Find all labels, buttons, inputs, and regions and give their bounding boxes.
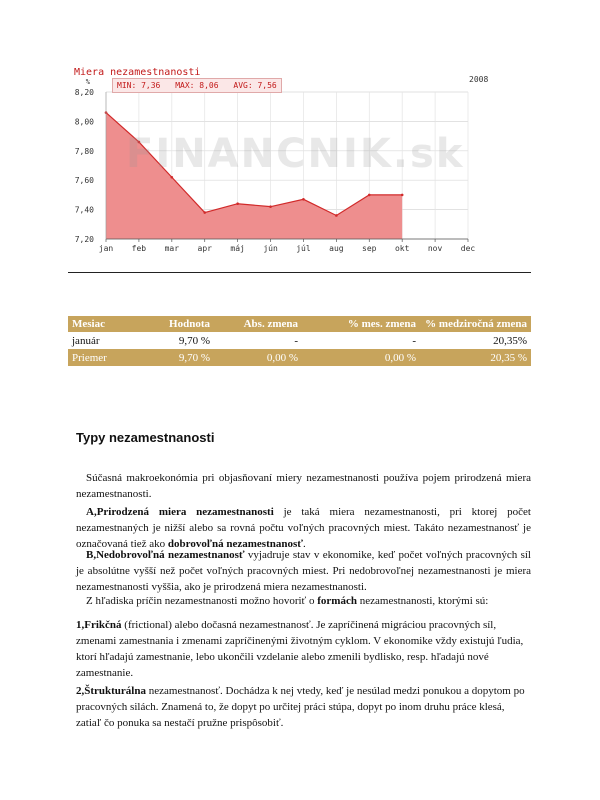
y-axis-unit: % [85, 78, 90, 86]
divider-line [68, 272, 531, 273]
cell-monthly-change: - [412, 334, 416, 347]
data-point [236, 202, 239, 205]
intro-paragraph [76, 470, 531, 502]
x-tick-label: jún [263, 244, 278, 253]
y-tick-label: 8,00 [74, 117, 94, 127]
intro-text: Súčasná makroekonómia pri objasňovaní miery nezamestnanosti používa pojem prirodzená miera nezamestnanosti. [76, 472, 531, 500]
x-tick-label: nov [427, 244, 443, 253]
data-point [401, 194, 404, 197]
paragraph-involuntary [76, 547, 531, 595]
chart-stat-max: MAX: 8,06 [175, 81, 219, 90]
voluntary-term: dobrovoľná nezamestnanosť [167, 538, 303, 550]
frictional-term: 1,Frikčná [76, 619, 122, 631]
unemployment-chart [68, 64, 488, 264]
x-tick-label: máj [230, 244, 245, 253]
col-header-value: Hodnota [146, 316, 214, 332]
avg-abs-change: 0,00 % [214, 349, 302, 366]
x-tick-label: sep [362, 244, 377, 253]
y-tick-label: 8,20 [74, 88, 94, 97]
paragraph-forms [76, 593, 531, 609]
x-tick-label: júl [296, 244, 311, 253]
y-tick-label: 7,80 [74, 146, 94, 156]
col-header-month: Mesiac [68, 316, 146, 332]
involuntary-text: vyjadruje stav v ekonomike, keď počet voľných pracovných síl je absolútne vyšší než počet voľných pracovných miest. Pri nedobrovoľnej nezamestnanosti je miera nezamestnanosti vyššia, ako je prirodzená miera nezamestnanosti. [76, 549, 531, 593]
data-point [335, 214, 338, 217]
cell-value: 9,70 % [178, 334, 210, 347]
y-tick-label: 7,60 [74, 176, 94, 186]
forms-post: nezamestnanosti, ktorými sú: [356, 595, 489, 607]
table-row [68, 332, 531, 349]
x-tick-label: jan [98, 244, 114, 253]
col-header-monthly-change: % mes. zmena [302, 316, 420, 332]
cell-abs-change: - [294, 334, 298, 347]
unemployment-table [68, 316, 531, 366]
forms-term: formách [317, 595, 357, 607]
paragraph-frictional [76, 617, 531, 681]
data-point [203, 211, 206, 214]
x-tick-label: apr [197, 244, 212, 253]
avg-value: 9,70 % [146, 349, 214, 366]
x-tick-label: feb [131, 244, 147, 253]
chart-stat-avg: AVG: 7,56 [233, 81, 277, 90]
structural-text: nezamestnanosť. Dochádza k nej vtedy, keď je nesúlad medzi ponukou a dopytom po pracovných silách. Znamená to, že dopyt po určitej práci stúpa, dopyt po inom druhu práce klesá, zatiaľ čo ponuka sa nestačí pružne prispôsobiť. [76, 685, 525, 729]
chart-watermark: FINANCNIK.sk [126, 131, 465, 177]
cell-month: január [72, 334, 100, 347]
chart-year: 2008 [469, 75, 489, 84]
structural-term: 2,Štrukturálna [76, 685, 146, 697]
forms-pre: Z hľadiska príčin nezamestnanosti možno hovoriť o [86, 595, 318, 607]
x-tick-label: mar [164, 244, 180, 253]
col-header-abs-change: Abs. zmena [214, 316, 302, 332]
table-average-row [68, 349, 531, 366]
col-header-yearly-change: % medziročná zmena [420, 316, 531, 332]
data-point [368, 194, 371, 197]
natural-term: A,Prirodzená miera nezamestnanosti [86, 506, 274, 518]
chart-stats-box [112, 78, 282, 93]
paragraph-structural [76, 683, 531, 731]
x-tick-label: aug [329, 244, 344, 253]
natural-text: je taká miera nezamestnanosti, pri ktorej počet nezamestnaných je nižší alebo sa rovná počtu voľných pracovných miest. Takáto nezamestnanosť je označovaná tiež ako [76, 506, 531, 550]
avg-yearly-change: 20,35 % [420, 349, 531, 366]
table-header-row [68, 316, 531, 332]
frictional-text: (frictional) alebo dočasná nezamestnanosť. Je zapríčinená migráciou pracovných síl, zmenami zamestnania i zmenami zapríčinenými životným cyklom. V ekonomike vždy existujú ľudia, ktorí hľadajú zamestnanie, lebo ukončili vzdelanie alebo zmenili bydlisko, resp. hľadajú nové zamestnanie. [76, 619, 524, 679]
y-tick-label: 7,20 [74, 235, 94, 244]
involuntary-term: B,Nedobrovoľná nezamestnanosť [86, 549, 245, 561]
chart-stat-min: MIN: 7,36 [117, 81, 161, 90]
x-tick-label: okt [394, 244, 410, 253]
paragraph-natural [76, 504, 531, 552]
data-point [302, 198, 305, 201]
avg-label: Priemer [68, 349, 146, 366]
chart-title: Miera nezamestnanosti [74, 67, 201, 78]
section-heading: Typy nezamestnanosti [76, 430, 215, 445]
cell-yearly-change: 20,35% [493, 334, 527, 347]
avg-monthly-change: 0,00 % [302, 349, 420, 366]
natural-end: . [302, 538, 306, 550]
y-tick-label: 7,40 [74, 205, 94, 215]
x-tick-label: dec [460, 244, 476, 253]
data-point [269, 205, 272, 208]
